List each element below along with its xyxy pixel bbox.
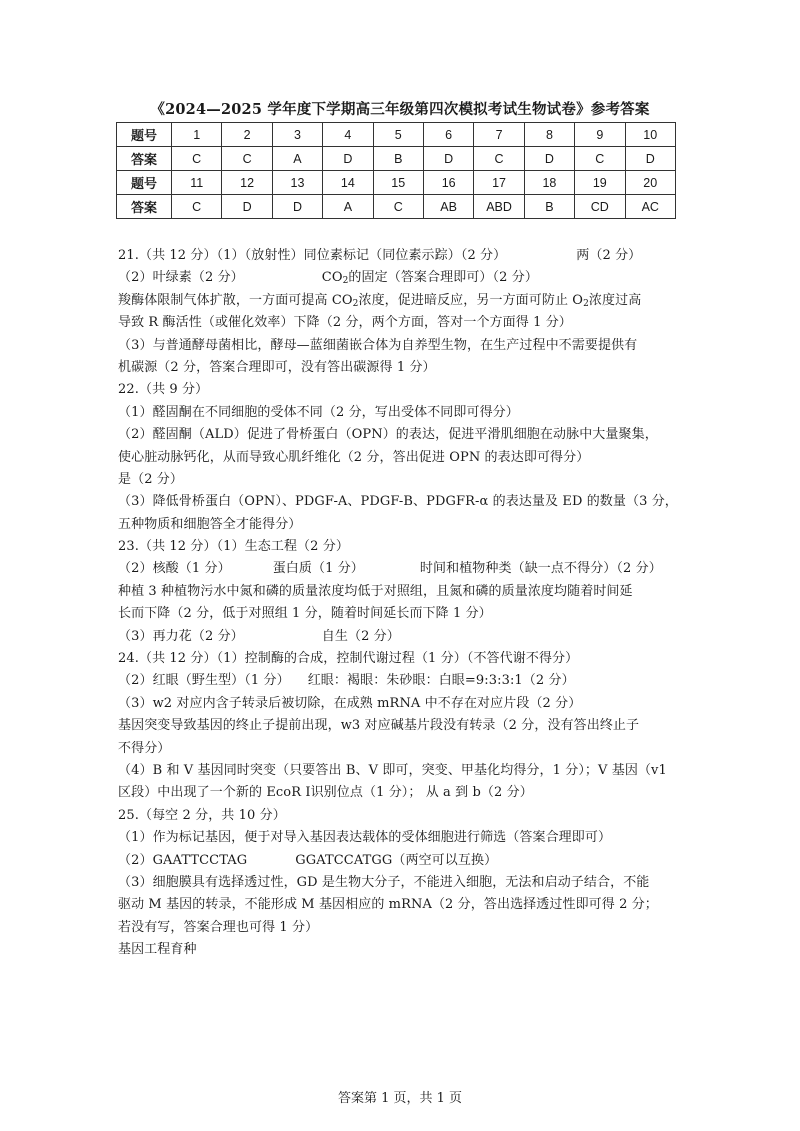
answer-cell: C [373, 195, 423, 219]
answer-cell: C [222, 147, 272, 171]
question-number: 15 [373, 171, 423, 195]
q24-line: 24.（共 12 分）（1）控制酶的合成，控制代谢过程（1 分）（不答代谢不得分） [118, 651, 579, 667]
q22-line: 22.（共 9 分） [118, 382, 209, 398]
q21-line: 导致 R 酶活性（或催化效率）下降（2 分，两个方面，答对一个方面得 1 分） [118, 315, 572, 331]
q24-line: （3）w2 对应内含子转录后被切除，在成熟 mRNA 中不存在对应片段（2 分） [118, 695, 582, 711]
q21-line: 羧酶体限制气体扩散，一方面可提高 $CO_2$浓度，促进暗反应，另一方面可防止 $O_2$浓度过高 [118, 292, 642, 309]
q23-line: （3）再力花（2 分） 自生（2 分） [118, 628, 400, 644]
question-number: 8 [524, 123, 574, 147]
q21-line: 21.（共 12 分）（1）（放射性）同位素标记（同位素示踪）（2 分） 两（2 分） [118, 248, 642, 263]
q22-line: （1）醛固酮在不同细胞的受体不同（2 分，写出受体不同即可得分） [118, 404, 519, 420]
question-number: 6 [423, 123, 473, 147]
q22-line: 五种物质和细胞答全才能得分） [118, 516, 302, 532]
answer-cell: D [272, 195, 322, 219]
q23-line: 23.（共 12 分）（1）生态工程（2 分） [118, 539, 349, 555]
q21-line: 机碳源（2 分，答案合理即可，没有答出碳源得 1 分） [118, 359, 436, 375]
q24-line: 基因突变导致基因的终止子提前出现，w3 对应碱基片段没有转录（2 分，没有答出终止子 [118, 718, 640, 734]
question-number: 16 [423, 171, 473, 195]
table-row [117, 147, 676, 171]
q21-line: （2）叶绿素（2 分） $CO_2$的固定（答案合理即可）（2 分） [118, 270, 538, 287]
table-row [117, 171, 676, 195]
q22-line: （2）醛固酮（ALD）促进了骨桥蛋白（OPN）的表达，促进平滑肌细胞在动脉中大量聚集， [118, 427, 658, 443]
row-label: 题号 [117, 123, 172, 147]
q24-line: 不得分） [118, 740, 171, 756]
q23-line: 种植 3 种植物污水中氮和磷的质量浓度均低于对照组，且氮和磷的质量浓度均随着时间延 [118, 583, 633, 599]
question-number: 14 [323, 171, 373, 195]
row-label: 答案 [117, 195, 172, 219]
answer-cell: C [172, 147, 222, 171]
q21-line: （3）与普通酵母菌相比，酵母—蓝细菌嵌合体为自养型生物，在生产过程中不需要提供有 [118, 337, 638, 353]
q22-line: 是（2 分） [118, 471, 184, 487]
answer-cell: B [373, 147, 423, 171]
answer-cell: D [323, 147, 373, 171]
answer-cell: AC [625, 195, 675, 219]
question-number: 7 [474, 123, 524, 147]
answer-cell: A [323, 195, 373, 219]
table-row [117, 123, 676, 147]
q22-line: （3）降低骨桥蛋白（OPN）、PDGF-A、PDGF-B、PDGFR-α 的表达量及 ED 的数量（3 分， [118, 494, 678, 510]
question-number: 3 [272, 123, 322, 147]
question-number: 9 [575, 123, 625, 147]
answer-cell: B [524, 195, 574, 219]
q25-line: 25.（每空 2 分，共 10 分） [118, 807, 286, 823]
q25-line: 驱动 M 基因的转录，不能形成 M 基因相应的 mRNA（2 分，答出选择透过性即可得 2 分； [118, 897, 658, 913]
page-footer: 答案第 1 页，共 1 页 [337, 1091, 463, 1106]
answer-cell: A [272, 147, 322, 171]
q22-line: 使心脏动脉钙化，从而导致心肌纤维化（2 分，答出促进 OPN 的表达即可得分） [118, 449, 590, 465]
question-number: 19 [575, 171, 625, 195]
q24-line: （4）B 和 V 基因同时突变（只要答出 B、V 即可，突变、甲基化均得分，1 分）；V 基因（v1 [118, 762, 667, 778]
answer-cell: D [524, 147, 574, 171]
answer-cell: CD [575, 195, 625, 219]
answer-cell: D [423, 147, 473, 171]
question-number: 13 [272, 171, 322, 195]
q25-line: （3）细胞膜具有选择透过性，GD 是生物大分子，不能进入细胞，无法和启动子结合，不能 [118, 874, 650, 890]
answer-cell: D [222, 195, 272, 219]
question-number: 5 [373, 123, 423, 147]
question-number: 20 [625, 171, 675, 195]
question-number: 10 [625, 123, 675, 147]
answer-cell: C [575, 147, 625, 171]
row-label: 题号 [117, 171, 172, 195]
page-title: 《2024—2025 学年度下学期高三年级第四次模拟考试生物试卷》参考答案 [150, 101, 650, 118]
q23-line: 长而下降（2 分，低于对照组 1 分，随着时间延长而下降 1 分） [118, 606, 492, 622]
q25-line: （2）GAATTCCTAG GGATCCATGG（两空可以互换） [118, 852, 498, 868]
answer-cell: D [625, 147, 675, 171]
table-row [117, 195, 676, 219]
question-number: 11 [172, 171, 222, 195]
q23-line: （2）核酸（1 分） 蛋白质（1 分） 时间和植物种类（缺一点不得分）（2 分） [118, 561, 662, 577]
question-number: 18 [524, 171, 574, 195]
question-number: 2 [222, 123, 272, 147]
row-label: 答案 [117, 147, 172, 171]
q25-line: （1）作为标记基因，便于对导入基因表达载体的受体细胞进行筛选（答案合理即可） [118, 830, 612, 846]
question-number: 4 [323, 123, 373, 147]
question-number: 17 [474, 171, 524, 195]
answer-cell: C [172, 195, 222, 219]
answer-explanations [118, 245, 688, 962]
answer-cell: AB [423, 195, 473, 219]
q24-line: （2）红眼（野生型）（1 分） 红眼：褐眼：朱砂眼：白眼=9:3:3:1（2 分） [118, 673, 575, 689]
q25-line: 基因工程育种 [118, 942, 197, 958]
q25-line: 若没有写，答案合理也可得 1 分） [118, 919, 319, 935]
question-number: 12 [222, 171, 272, 195]
q24-line: 区段）中出现了一个新的 EcoR Ⅰ识别位点（1 分）； 从 a 到 b（2 分） [118, 785, 533, 801]
answer-table [116, 122, 676, 219]
question-number: 1 [172, 123, 222, 147]
answer-cell: C [474, 147, 524, 171]
answer-cell: ABD [474, 195, 524, 219]
